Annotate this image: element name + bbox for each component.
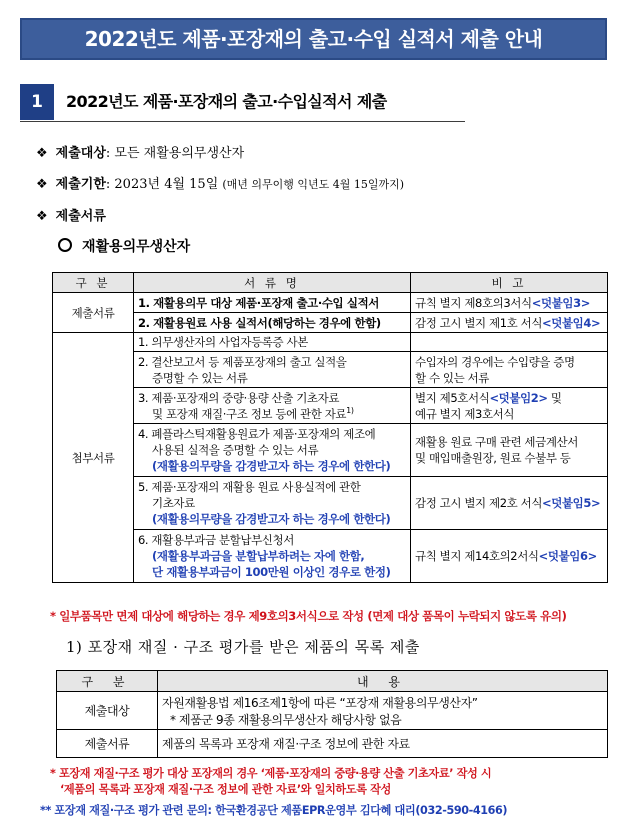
remark-line: 예규 별지 제3호서식 xyxy=(415,406,515,421)
doc-line: 3. 제품·포장재의 중량·용량 산출 기초자료 xyxy=(138,390,340,405)
remark-cell xyxy=(411,293,608,313)
subheading xyxy=(58,236,190,256)
table-row xyxy=(53,293,608,313)
table-row xyxy=(53,313,608,333)
table-row xyxy=(53,477,608,530)
row-label: 제출서류 xyxy=(57,730,158,758)
bullet-note: (매년 의무이행 익년도 4월 15일까지) xyxy=(222,178,405,191)
remark-line: 수입자의 경우에는 수입량을 증명 xyxy=(415,354,575,369)
doc-cell: 1. 의무생산자의 사업자등록증 사본 xyxy=(134,333,411,352)
contact-note: ** 포장재 재질·구조 평가 관련 문의: 한국환경공단 제품EPR운영부 김다혜 대리(032-590-4166) xyxy=(40,804,508,817)
evaluation-note xyxy=(50,766,491,798)
diamond-bullet-icon: ❖ xyxy=(36,209,48,224)
remark-cell xyxy=(411,388,608,424)
evaluation-table xyxy=(56,670,608,758)
doc-cell xyxy=(134,352,411,388)
remark-cell xyxy=(411,352,608,388)
row-label: 제출대상 xyxy=(57,692,158,730)
remark-line: 재활용 원료 구매 관련 세금계산서 xyxy=(415,435,578,449)
remark-line: 및 매입매출원장, 원료 수불부 등 xyxy=(415,451,571,465)
doc-condition: (재활용의무량을 감경받고자 하는 경우에 한한다) xyxy=(152,512,391,526)
appendix-ref: <덧붙임5> xyxy=(542,496,601,510)
doc-line: 사용된 실적을 증명할 수 있는 서류 xyxy=(152,443,319,457)
table-header-row xyxy=(57,671,608,692)
table-row xyxy=(53,388,608,424)
group-label-attach: 첨부서류 xyxy=(53,333,134,583)
remark-text: 감정 고시 별지 제1호 서식 xyxy=(415,315,543,330)
remark-text: 및 xyxy=(547,390,562,405)
bullet-text: 2023년 4월 15일 xyxy=(110,177,223,192)
appendix-ref: <덧붙임3> xyxy=(531,295,590,310)
doc-cell xyxy=(134,530,411,583)
content-cell xyxy=(158,692,608,730)
doc-cell: 1. 재활용의무 대상 제품·포장재 출고·수입 실적서 xyxy=(134,293,411,313)
table-row xyxy=(53,530,608,583)
section-number: 1 xyxy=(20,84,54,120)
circle-bullet-icon xyxy=(58,238,72,252)
doc-line: 4. 폐플라스틱재활용원료가 제품·포장재의 제조에 xyxy=(138,427,376,441)
section-title: 2022년도 제품·포장재의 출고·수입실적서 제출 xyxy=(66,92,387,111)
remark-cell xyxy=(411,333,608,352)
table-row xyxy=(53,424,608,477)
exemption-note: * 일부품목만 면제 대상에 해당하는 경우 제9호의3서식으로 작성 (면제 대상 품목이 누락되지 않도록 유의) xyxy=(50,609,567,623)
subsection-title: 1) 포장재 재질 · 구조 평가를 받은 제품의 목록 제출 xyxy=(66,638,420,656)
appendix-ref: <덧붙임4> xyxy=(542,315,601,330)
table-row xyxy=(57,730,608,758)
group-label-submit: 제출서류 xyxy=(53,293,134,333)
bullet-target xyxy=(36,142,244,161)
doc-condition: (재활용의무량을 감경받고자 하는 경우에 한한다) xyxy=(152,459,391,473)
header-remarks: 비 고 xyxy=(411,273,608,293)
doc-line: 증명할 수 있는 서류 xyxy=(152,370,248,385)
documents-table xyxy=(52,272,608,583)
remark-text: 감정 고시 별지 제2호 서식 xyxy=(415,496,543,510)
doc-line: 5. 제품·포장재의 재활용 원료 사용실적에 관한 xyxy=(138,480,361,494)
doc-line: 2. 결산보고서 등 제품포장재의 출고 실적을 xyxy=(138,354,347,369)
appendix-ref: <덧붙임6> xyxy=(538,549,597,563)
header-category: 구 분 xyxy=(53,273,134,293)
page-banner: 2022년도 제품·포장재의 출고·수입 실적서 제출 안내 xyxy=(20,18,607,60)
remark-cell xyxy=(411,477,608,530)
doc-cell xyxy=(134,424,411,477)
remark-cell xyxy=(411,424,608,477)
remark-line: 할 수 있는 서류 xyxy=(415,370,490,385)
remark-text: 규칙 별지 제8호의3서식 xyxy=(415,295,532,310)
header-category: 구 분 xyxy=(57,671,158,692)
content-cell: 제품의 목록과 포장재 재질·구조 정보에 관한 자료 xyxy=(158,730,608,758)
bullet-label: 제출서류 xyxy=(55,209,106,224)
note-line: * 포장재 재질·구조 평가 대상 포장재의 경우 ‘제품·포장재의 중량·용량 산출 기초자료’ 작성 시 xyxy=(50,767,492,780)
bullet-sep: : xyxy=(105,146,111,161)
doc-line: 기초자료 xyxy=(152,496,195,510)
remark-cell xyxy=(411,530,608,583)
bullet-documents xyxy=(36,205,106,224)
diamond-bullet-icon: ❖ xyxy=(36,146,48,161)
bullet-text: 모든 재활용의무생산자 xyxy=(110,146,245,161)
doc-cell xyxy=(134,388,411,424)
table-row xyxy=(53,333,608,352)
diamond-bullet-icon: ❖ xyxy=(36,177,48,192)
content-line: 자원재활용법 제16조제1항에 따른 “포장재 재활용의무생산자” xyxy=(162,695,478,710)
header-content: 내 용 xyxy=(158,671,608,692)
table-row xyxy=(53,352,608,388)
doc-line: 6. 재활용부과금 분할납부신청서 xyxy=(138,533,294,547)
remark-text: 규칙 별지 제14호의2서식 xyxy=(415,549,539,563)
bullet-sep: : xyxy=(105,177,111,192)
table-header-row xyxy=(53,273,608,293)
table-row xyxy=(57,692,608,730)
subheading-text: 재활용의무생산자 xyxy=(82,239,191,255)
note-line: ‘제품의 목록과 포장재 재질·구조 정보에 관한 자료’와 일치하도록 작성 xyxy=(60,783,391,796)
header-document: 서 류 명 xyxy=(134,273,411,293)
content-line: * 제품군 9종 재활용의무생산자 해당사항 없음 xyxy=(170,712,402,727)
appendix-ref: <덧붙임2> xyxy=(489,390,548,405)
bullet-deadline xyxy=(36,173,404,192)
doc-condition: (재활용부과금을 분할납부하려는 자에 한함, xyxy=(152,549,365,563)
doc-line: 및 포장재 재질·구조 정보 등에 관한 자료 xyxy=(152,406,347,421)
remark-text: 별지 제5호서식 xyxy=(415,390,490,405)
doc-condition: 단 재활용부과금이 100만원 이상인 경우로 한정) xyxy=(152,565,391,579)
footnote-mark: 1) xyxy=(346,405,354,415)
remark-cell xyxy=(411,313,608,333)
bullet-label: 제출기한 xyxy=(55,177,106,192)
bullet-label: 제출대상 xyxy=(55,146,106,161)
doc-cell xyxy=(134,477,411,530)
doc-cell: 2. 재활용원료 사용 실적서(해당하는 경우에 한함) xyxy=(134,313,411,333)
section-divider xyxy=(20,121,465,122)
